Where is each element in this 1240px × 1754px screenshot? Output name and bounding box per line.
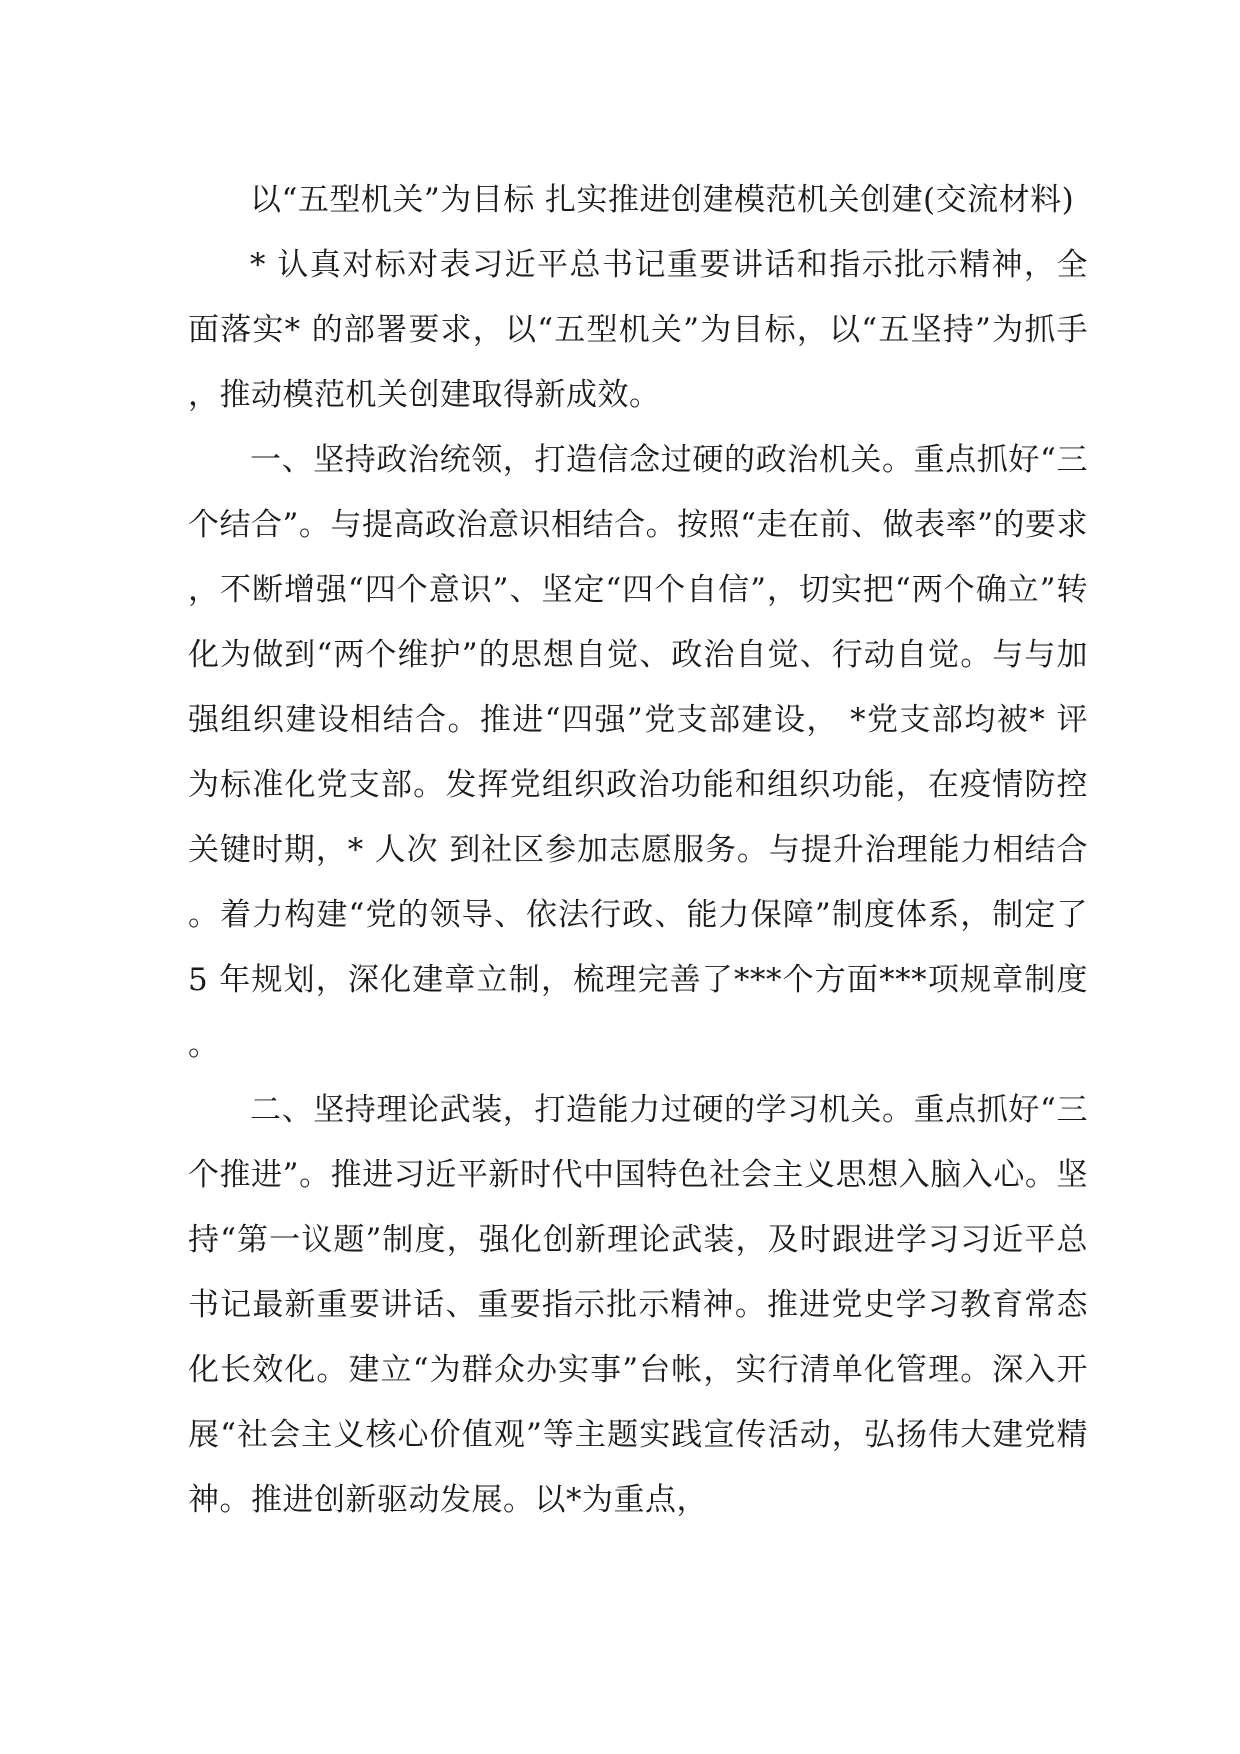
document-body: [188, 168, 1088, 1533]
document-title: 以“五型机关”为目标 扎实推进创建模范机关创建(交流材料): [250, 182, 1075, 218]
paragraph-section-two: 二、坚持理论武装，打造能力过硬的学习机关。重点抓好“三个推进”。推进习近平新时代中国特色社会主义思想入脑入心。坚持“第一议题”制度，强化创新理论武装，及时跟进学习习近平总书记最新重要讲话、重要指示批示精神。推进党史学习教育常态化长效化。建立“为群众办实事”台帐，实行清单化管理。深入开展“社会主义核心价值观”等主题实践宣传活动，弘扬伟大建党精神。推进创新驱动发展。以*为重点，: [188, 1092, 1088, 1518]
paragraph-section-one: 一、坚持政治统领，打造信念过硬的政治机关。重点抓好“三个结合”。与提高政治意识相结合。按照“走在前、做表率”的要求，不断增强“四个意识”、坚定“四个自信”，切实把“两个确立”转化为做到“两个维护”的思想自觉、政治自觉、行动自觉。与与加强组织建设相结合。推进“四强”党支部建设， *党支部均被* 评为标准化党支部。发挥党组织政治功能和组织功能，在疫情防控关键时期，* 人次 到社区参加志愿服务。与提升治理能力相结合。着力构建“党的领导、依法行政、能力保障”制度体系，制定了 5 年规划，深化建章立制，梳理完善了***个方面***项规章制度。: [188, 442, 1088, 1063]
paragraph-intro: * 认真对标对表习近平总书记重要讲话和指示批示精神，全面落实* 的部署要求，以“五型机关”为目标，以“五坚持”为抓手，推动模范机关创建取得新成效。: [188, 247, 1088, 413]
